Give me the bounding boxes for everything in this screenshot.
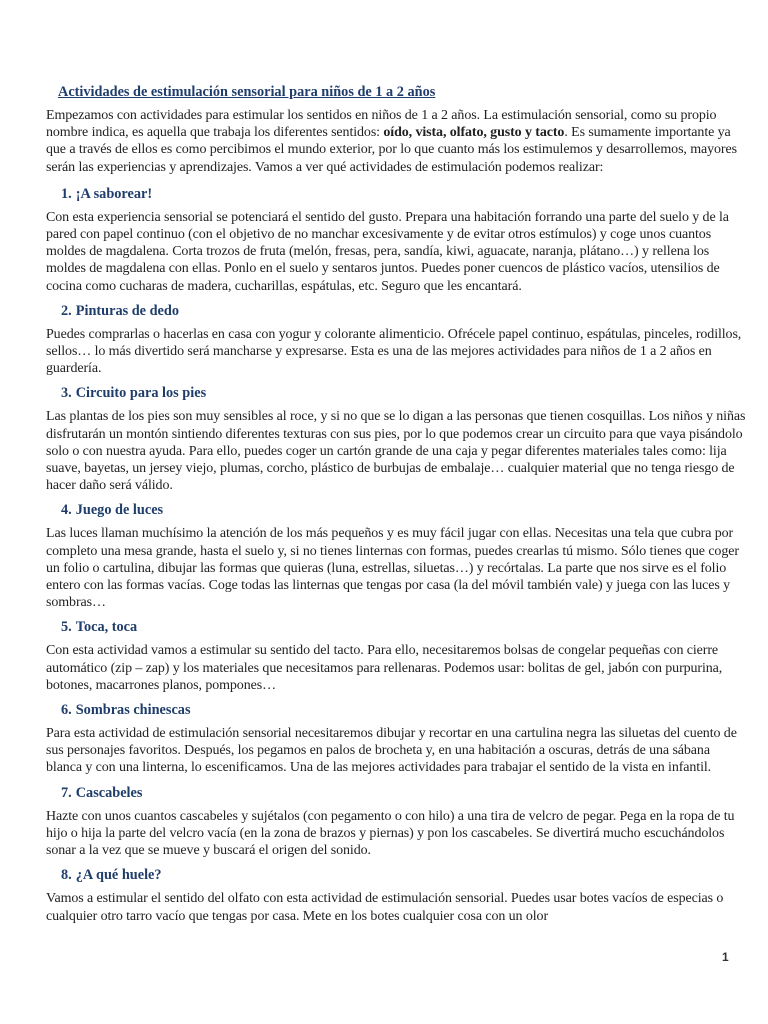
section-body: Las plantas de los pies son muy sensibles al roce, y si no que se lo digan a las personas que tienen cosquillas. Los niños y niñas disfrutarán un montón sintiendo diferentes texturas con sus pies, por lo que podemos crear un circuito para que vaya pisándolo solo o con nuestra ayuda. Para ello, puedes coger un cartón grande de una caja y pegar diferentes materiales tales como: lija suave, bayetas, un jersey viejo, plumas, corcho, plástico de burbujas de embalaje… cualquier material que no tenga riesgo de hacer daño será válido.	[46, 409, 746, 494]
section-body: Para esta actividad de estimulación sensorial necesitaremos dibujar y recortar en una cartulina negra las siluetas del cuento de sus personajes favoritos. Después, los pegamos en palos de brocheta y, en una habitación a oscuras, detrás de una sábana blanca y con una linterna, lo escenificamos. Una de las mejores actividades para trabajar el sentido de la vista en infantil.	[46, 726, 737, 776]
section-title: Circuito para los pies	[75, 385, 207, 402]
section-number: 5.	[61, 619, 72, 636]
section-body: Vamos a estimular el sentido del olfato con esta actividad de estimulación sensorial. Puedes usar botes vacíos de especias o cualquier otro tarro vacío que tengas por casa. Mete en los botes cualquier cosa con un olor	[46, 891, 724, 924]
section-number: 3.	[61, 385, 72, 402]
section-title: Sombras chinescas	[75, 702, 191, 719]
document-page	[46, 84, 746, 928]
section-5	[46, 619, 746, 694]
section-heading	[61, 702, 746, 719]
section-title: Pinturas de dedo	[75, 302, 180, 319]
page-number: 1	[722, 950, 729, 964]
section-number: 8.	[61, 867, 72, 884]
section-heading	[61, 303, 746, 320]
section-7	[46, 785, 746, 860]
section-heading	[61, 619, 746, 636]
section-2	[46, 303, 746, 378]
section-title: Toca, toca	[75, 619, 138, 636]
section-8	[46, 867, 746, 924]
section-6	[46, 702, 746, 777]
section-number: 1.	[61, 185, 72, 202]
section-heading	[61, 867, 746, 884]
intro-text-start: Empezamos con actividades para estimular los sentidos en niños de 1 a 2 años. La estimulación sensorial, como su propio nombre indica, es aquella que trabaja los diferentes sentidos:	[46, 108, 717, 141]
section-3	[46, 385, 746, 494]
section-4	[46, 502, 746, 611]
section-heading	[61, 502, 746, 519]
section-number: 4.	[61, 502, 72, 519]
section-title: Cascabeles	[75, 784, 143, 801]
section-body: Con esta actividad vamos a estimular su sentido del tacto. Para ello, necesitaremos bolsas de congelar pequeñas con cierre automático (zip – zap) y los materiales que necesitamos para rellenaras. Podemos usar: bolitas de gel, jabón con purpurina, botones, macarrones planos, pompones…	[46, 643, 723, 693]
section-number: 2.	[61, 302, 72, 319]
section-heading	[61, 186, 746, 203]
section-body: Puedes comprarlas o hacerlas en casa con yogur y colorante alimenticio. Ofrécele papel continuo, espátulas, pinceles, rodillos, sellos… lo más divertido será mancharse y expresarse. Esta es una de las mejores actividades para niños de 1 a 2 años en guardería.	[46, 326, 742, 377]
section-number: 7.	[61, 784, 72, 801]
section-body: Con esta experiencia sensorial se potenciará el sentido del gusto. Prepara una habitación forrando una parte del suelo y de la pared con papel continuo (con el objetivo de no manchar excesivamente y de evitar otros estímulos) y coge unos cuantos moldes de magdalena. Corta trozos de fruta (melón, fresas, pera, sandía, kiwi, aguacate, naranja, plátano…) y rellena los moldes de magdalena con ellas. Ponlo en el suelo y sentaros juntos. Puedes poner cuencos de plástico vacíos, utensilios de cocina como cucharas de madera, cucharillas, espátulas, etc. Seguro que les encantará.	[46, 209, 729, 294]
section-body: Las luces llaman muchísimo la atención de los más pequeños y es muy fácil jugar con ellas. Necesitas una tela que cubra por completo una mesa grande, hasta el suelo y, si no tienes linternas con formas, puedes crearlas tú mismo. Sólo tienes que coger un folio o cartulina, dibujar las formas que quieras (luna, estrellas, siluetas…) y recórtalas. La parte que nos sirve es el folio entero con las formas vacías. Coge todas las linternas que tengas por casa (la del móvil también vale) y juega con las luces y sombras…	[46, 526, 739, 611]
section-heading	[61, 785, 746, 802]
section-body: Hazte con unos cuantos cascabeles y sujétalos (con pegamento o con hilo) a una tira de velcro de pegar. Pega en la ropa de tu hijo o hija la parte del velcro vacía (en la zona de brazos y piernas) y pon los cascabeles. Se divertirá mucho escuchándolos sonar a la vez que se mueve y buscará el origen del sonido.	[46, 808, 735, 859]
section-1	[46, 186, 746, 295]
intro-senses-bold: oído, vista, olfato, gusto y tacto	[383, 125, 565, 141]
section-title: ¿A qué huele?	[75, 867, 162, 884]
section-title: ¡A saborear!	[75, 185, 153, 202]
section-number: 6.	[61, 702, 72, 719]
section-heading	[61, 385, 746, 402]
intro-paragraph	[46, 107, 746, 176]
intro-text-end: . Es sumamente importante ya que a través de ellos es como percibimos el mundo exterior, por lo que cuanto más los estimulemos y desarrollemos, mayores serán las experiencias y aprendizajes. Vamos a ver qué actividades de estimulación podemos realizar:	[46, 125, 737, 175]
document-title: Actividades de estimulación sensorial para niños de 1 a 2 años	[58, 84, 436, 100]
section-title: Juego de luces	[75, 502, 164, 519]
